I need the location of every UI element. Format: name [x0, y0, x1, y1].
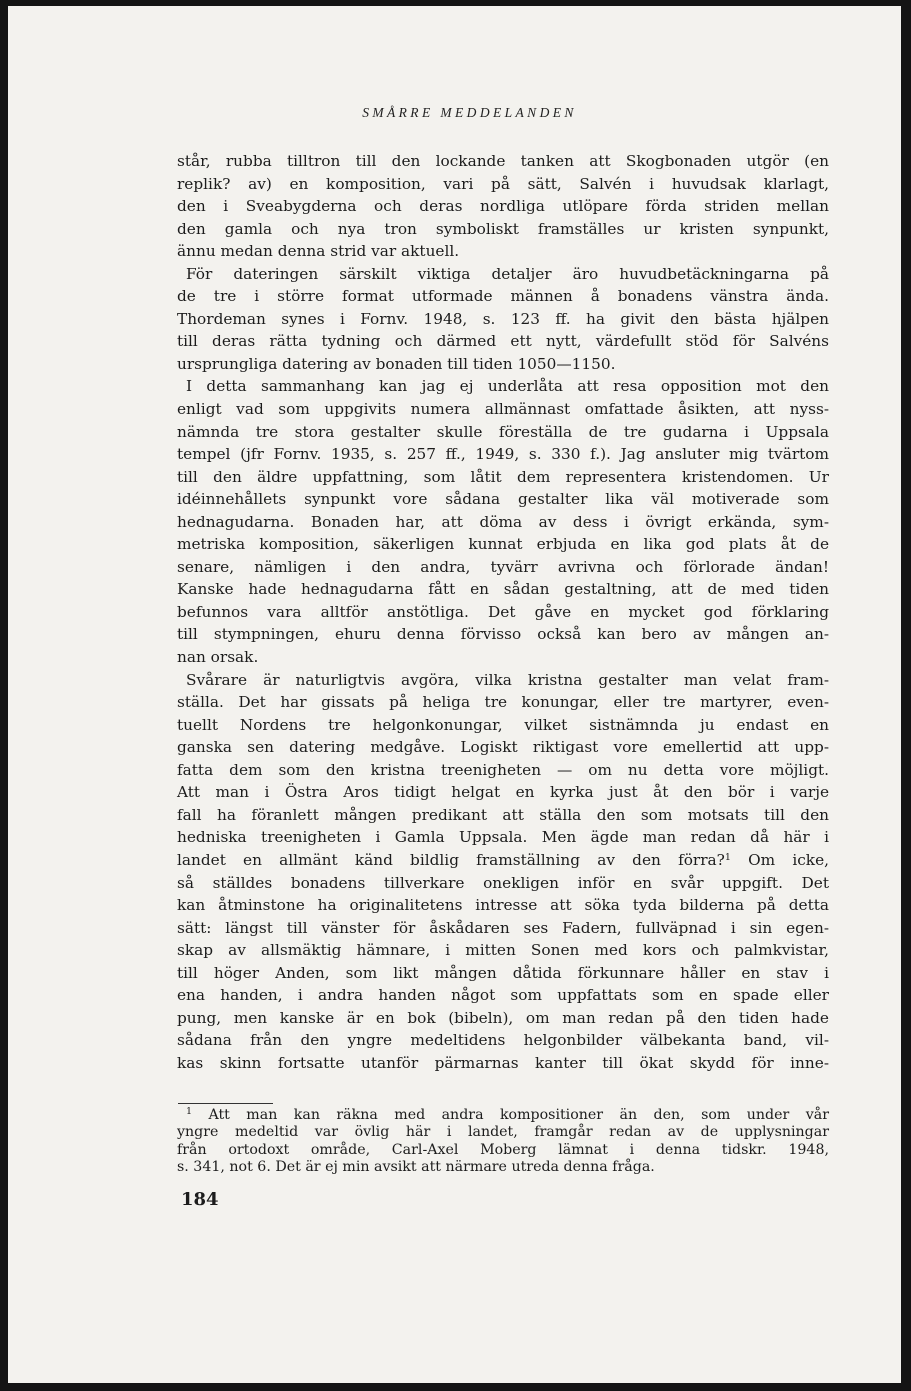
text-line: befunnos vara alltför anstötliga. Det gåve en mycket god förklaring	[177, 602, 829, 621]
text-line: till deras rätta tydning och därmed ett nytt, värdefullt stöd för Salvéns	[177, 332, 829, 351]
footnote-line: från ortodoxt område, Carl-Axel Moberg lämnat i denna tidskr. 1948,	[177, 1141, 829, 1158]
paragraph-start-line: För dateringen särskilt viktiga detaljer äro huvudbetäckningarna på	[186, 264, 829, 283]
footnote-line: yngre medeltid var övlig här i landet, framgår redan av de upplysningar	[177, 1124, 829, 1141]
footnote-divider	[178, 1103, 273, 1104]
text-line: hedniska treenigheten i Gamla Uppsala. Men ägde man redan då här i	[177, 828, 829, 847]
text-line: kas skinn fortsatte utanför pärmarnas kanter till ökat skydd för inne-	[177, 1053, 829, 1072]
text-line: pung, men kanske är en bok (bibeln), om man redan på den tiden hade	[177, 1008, 829, 1027]
text-fragment: landet en allmänt känd bildlig framställning av den förra?	[177, 850, 725, 869]
text-line: ena handen, i andra handen något som uppfattats som en spade eller	[177, 986, 829, 1005]
text-line: ganska sen datering medgåve. Logiskt riktigast vore emellertid att upp-	[177, 738, 829, 757]
text-line: så ställdes bonadens tillverkare onekligen inför en svår uppgift. Det	[177, 873, 829, 892]
text-line: till den äldre uppfattning, som låtit dem representera kristendomen. Ur	[177, 467, 829, 486]
text-line: Att man i Östra Aros tidigt helgat en kyrka just åt den bör i varje	[177, 783, 829, 802]
text-line: sådana från den yngre medeltidens helgonbilder välbekanta band, vil-	[177, 1031, 829, 1050]
text-line: nämnda tre stora gestalter skulle föreställa de tre gudarna i Uppsala	[177, 422, 829, 441]
footnote-line: s. 341, not 6. Det är ej min avsikt att närmare utreda denna fråga.	[177, 1159, 655, 1176]
text-line: ställa. Det har gissats på heliga tre konungar, eller tre martyrer, even-	[177, 693, 829, 712]
text-line: Thordeman synes i Fornv. 1948, s. 123 ff. ha givit den bästa hjälpen	[177, 309, 829, 328]
paragraph-start-line: Svårare är naturligtvis avgöra, vilka kristna gestalter man velat fram-	[186, 670, 829, 689]
footnote-reference[interactable]: 1	[724, 851, 731, 863]
text-fragment: Om icke,	[730, 850, 829, 869]
text-line: ursprungliga datering av bonaden till tiden 1050—1150.	[177, 354, 616, 373]
text-line: tempel (jfr Fornv. 1935, s. 257 ff., 1949, s. 330 f.). Jag ansluter mig tvärtom	[177, 445, 829, 464]
book-page	[8, 6, 901, 1383]
body-text	[177, 150, 829, 1074]
text-line: hednagudarna. Bonaden har, att döma av dess i övrigt erkända, sym-	[177, 512, 829, 531]
text-line: kan åtminstone ha originalitetens intresse att söka tyda bilderna på detta	[177, 896, 829, 915]
text-line: idéinnehållets synpunkt vore sådana gestalter lika väl motiverade som	[177, 490, 829, 509]
text-line: den i Sveabygderna och deras nordliga utlöpare förda striden mellan	[177, 197, 829, 216]
text-line: den gamla och nya tron symboliskt framställes ur kristen synpunkt,	[177, 219, 829, 238]
text-line: till höger Anden, som likt mången dåtida förkunnare håller en stav i	[177, 963, 829, 982]
text-line: skap av allsmäktig hämnare, i mitten Sonen med kors och palmkvistar,	[177, 941, 829, 960]
text-line: sätt: längst till vänster för åskådaren ses Fadern, fullväpnad i sin egen-	[177, 918, 829, 937]
text-line: metriska komposition, säkerligen kunnat erbjuda en lika god plats åt de	[177, 535, 829, 554]
paragraph-start-line: I detta sammanhang kan jag ej underlåta att resa opposition mot den	[186, 377, 829, 396]
text-line: de tre i större format utformade männen å bonadens vänstra ända.	[177, 287, 829, 306]
footnote	[177, 1107, 829, 1177]
text-line: står, rubba tilltron till den lockande tanken att Skogbonaden utgör (en	[177, 152, 829, 170]
text-line: enligt vad som uppgivits numera allmännast omfattade åsikten, att nyss-	[177, 400, 829, 419]
text-line: Kanske hade hednagudarna fått en sådan gestaltning, att de med tiden	[177, 580, 829, 599]
text-line: fall ha föranlett mången predikant att ställa den som motsats till den	[177, 805, 829, 824]
text-line: fatta dem som den kristna treenigheten — om nu detta vore möjligt.	[177, 760, 829, 779]
footnote-marker: 1	[186, 1106, 193, 1117]
footnote-line	[177, 1107, 829, 1124]
page-number: 184	[181, 1189, 219, 1210]
text-fragment: Att man kan räkna med andra kompositioner än den, som under vår	[192, 1107, 829, 1123]
text-line: replik? av) en komposition, vari på sätt, Salvén i huvudsak klarlagt,	[177, 174, 829, 193]
text-line: till stympningen, ehuru denna förvisso också kan bero av mången an-	[177, 625, 829, 644]
text-line: tuellt Nordens tre helgonkonungar, vilket sistnämnda ju endast en	[177, 715, 829, 734]
text-line: senare, nämligen i den andra, tyvärr avrivna och förlorade ändan!	[177, 557, 829, 576]
text-line-with-footnote-ref	[177, 849, 829, 872]
text-line: ännu medan denna strid var aktuell.	[177, 242, 460, 261]
text-line: nan orsak.	[177, 648, 259, 667]
running-header: SMÅRRE MEDDELANDEN	[362, 105, 577, 120]
